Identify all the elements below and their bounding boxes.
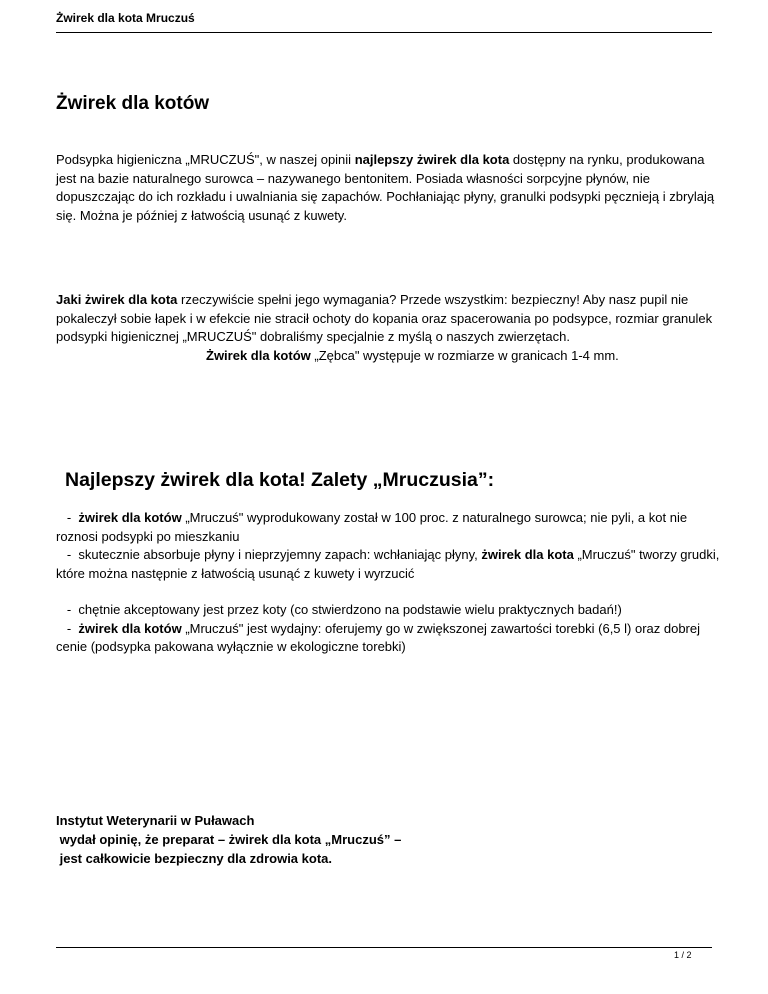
second-bold-2: Żwirek dla kotów bbox=[206, 347, 311, 363]
section-title: Najlepszy żwirek dla kota! Zalety „Mruczusia”: bbox=[65, 469, 495, 491]
list-item-bold: żwirek dla kotów bbox=[78, 620, 182, 636]
list-item-text: skutecznie absorbuje płyny i nieprzyjemny zapach: wchłaniając płyny, bbox=[78, 547, 482, 562]
second-text-1: rzeczywiście spełni jego wymagania? Przede wszystkim: bezpieczny! Aby nasz pupil nie pokaleczył sobie łapek i w efekcie nie stracił ochoty do kopania oraz spacerowania po podsypce, rozmiar granulek podsypki higienicznej „MRUCZUŚ" dobraliśmy specjalnie z myślą o naszych zwierzętach. bbox=[56, 292, 713, 344]
list-item-bullet: - bbox=[56, 602, 79, 617]
page-title: Żwirek dla kotów bbox=[56, 93, 210, 114]
list-item-text: „Mruczuś" wyprodukowany został w 100 proc. z naturalnego surowca; nie pyli, a kot nie roznosi podsypki po mieszkaniu bbox=[56, 510, 688, 544]
opinion-line-1: Instytut Weterynarii w Puławach bbox=[56, 813, 255, 828]
page-number: 1 / 2 bbox=[674, 950, 692, 960]
advantages-list bbox=[56, 509, 721, 657]
list-item-bold: żwirek dla kotów bbox=[78, 510, 182, 525]
list-item bbox=[56, 509, 721, 546]
list-item-bullet: - bbox=[56, 547, 79, 562]
intro-text-1: Podsypka higieniczna „MRUCZUŚ", w naszej opinii bbox=[56, 152, 355, 167]
list-item-bullet: - bbox=[56, 510, 79, 525]
list-item-bullet: - bbox=[56, 620, 79, 636]
second-bold-1: Jaki żwirek dla kota bbox=[56, 292, 178, 307]
intro-bold-1: najlepszy żwirek dla kota bbox=[354, 152, 510, 167]
header-divider bbox=[56, 32, 712, 33]
list-item bbox=[56, 601, 721, 620]
institute-opinion bbox=[56, 811, 401, 868]
list-item-text-2: „Mruczuś" tworzy grudki, które można następnie z łatwością usunąć z kuwety i wyrzucić bbox=[56, 547, 720, 581]
list-item-text: chętnie akceptowany jest przez koty (co stwierdzono na podstawie wielu praktycznych badań!) bbox=[78, 602, 622, 617]
intro-text-2: dostępny na rynku, produkowana jest na bazie naturalnego surowca – nazywanego bentonitem. Posiada własności sorpcyjne płynów, nie dopuszczając do ich rozkładu i uwalniania się zapachów. Pochłaniając płyny, granulki podsypki pęcznieją i zbrylają się. Można je później z łatwością usunąć z kuwety. bbox=[56, 152, 715, 223]
list-item bbox=[56, 546, 721, 583]
list-item-text: „Mruczuś" jest wydajny: oferujemy go w zwiększonej zawartości torebki (6,5 l) oraz dobrej cenie (podsypka pakowana wyłącznie w ekologiczne torebki) bbox=[56, 620, 701, 654]
document-header-title: Żwirek dla kota Mruczuś bbox=[56, 11, 195, 25]
list-item-bold: żwirek dla kota bbox=[481, 547, 574, 562]
intro-paragraph bbox=[56, 151, 716, 225]
list-item bbox=[56, 620, 721, 657]
second-text-2: „Zębca" występuje w rozmiarze w granicach 1-4 mm. bbox=[310, 347, 619, 363]
opinion-line-2: wydał opinię, że preparat – żwirek dla kota „Mruczuś” – bbox=[56, 832, 402, 847]
second-paragraph bbox=[56, 291, 716, 365]
opinion-line-3: jest całkowicie bezpieczny dla zdrowia kota. bbox=[56, 851, 332, 866]
footer-divider bbox=[56, 947, 712, 948]
